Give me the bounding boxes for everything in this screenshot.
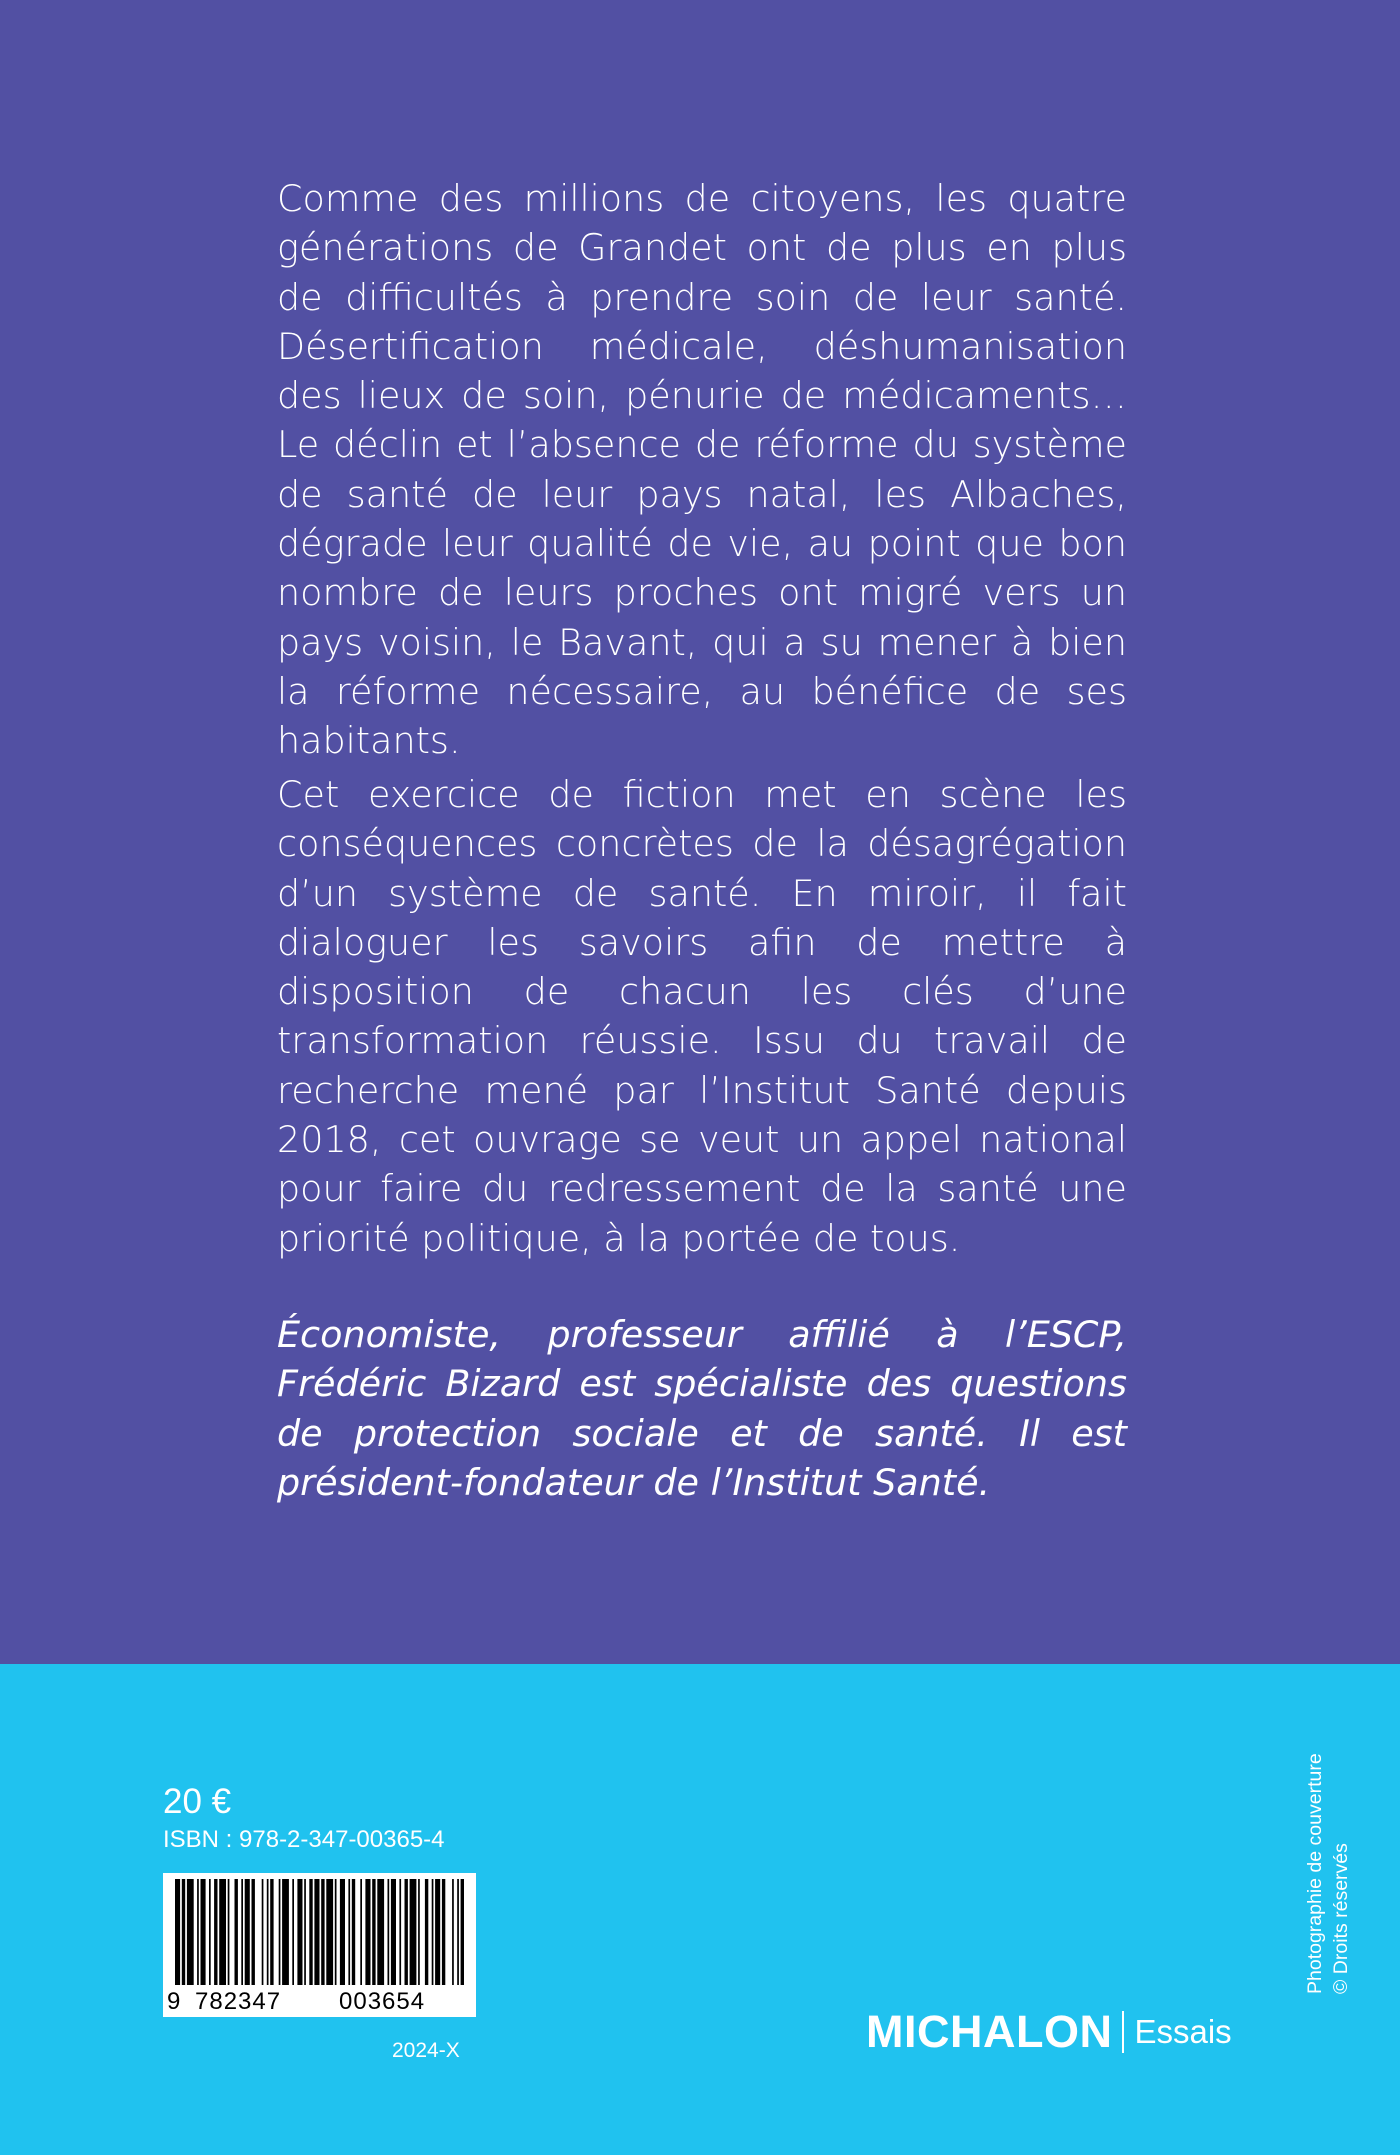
back-cover-footer-band (0, 1664, 1400, 2155)
barcode-bar (292, 1879, 294, 1985)
barcode-bars (163, 1873, 476, 1991)
barcode-bar (388, 1879, 390, 1985)
barcode-bar (235, 1879, 238, 1985)
barcode-bar (348, 1879, 350, 1985)
barcode-bar (282, 1879, 289, 1985)
barcode-digit-prefix: 9 (167, 1988, 182, 2015)
barcode-bar (209, 1879, 211, 1985)
barcode-bar (304, 1879, 306, 1985)
photo-credit-line-2: © Droits réservés (1330, 1843, 1352, 1994)
barcode-bar (187, 1879, 194, 1985)
barcode-bar (461, 1879, 464, 1985)
barcode-bar (219, 1879, 226, 1985)
barcode-bar (377, 1879, 384, 1985)
photo-credit-line-1: Photographie de couverture (1304, 1753, 1326, 1994)
barcode-bar (321, 1879, 324, 1985)
barcode-bar (352, 1879, 355, 1985)
barcode-bar (297, 1879, 302, 1985)
publisher-logo (866, 2005, 1232, 2059)
barcode-bar (399, 1879, 401, 1985)
logo-divider (1122, 2011, 1124, 2053)
barcode-bar (314, 1879, 319, 1985)
barcode-digits-right: 003654 (339, 1988, 426, 2015)
barcode-bar (432, 1879, 434, 1985)
barcode-digits-left: 782347 (195, 1988, 282, 2015)
barcode-bar (391, 1879, 396, 1985)
barcode-bar (182, 1879, 185, 1985)
photo-credit (1302, 1694, 1350, 1994)
barcode-bar (425, 1879, 428, 1985)
barcode-bar (201, 1879, 206, 1985)
barcode-bar (252, 1879, 255, 1985)
collection-name: Essais (1134, 2013, 1232, 2050)
isbn-label: ISBN : 978-2-347-00365-4 (163, 1826, 445, 1853)
synopsis-paragraph-1: Comme des millions de citoyens, les quatre générations de Grandet ont de plus en plus de difficultés à prendre soin de leur santé. Désertification médicale, déshumanisation des lieux de soin, pénurie de médicaments… Le déclin et l’absence de réforme du système de santé de leur pays natal, les Albaches, dégrade leur qualité de vie, au point que bon nombre de leurs proches ont migré vers un pays voisin, le Bavant, qui a su mener à bien la réforme nécessaire, au bénéfice de ses habitants. (277, 177, 1127, 763)
barcode-bar (214, 1879, 217, 1985)
edition-code: 2024-X (392, 2039, 460, 2062)
barcode-bar (262, 1879, 264, 1985)
barcode-bar (267, 1879, 269, 1985)
barcode-bar (270, 1879, 273, 1985)
barcode-bar (175, 1879, 180, 1985)
barcode-bar (335, 1879, 337, 1985)
barcode-bar (197, 1879, 199, 1985)
barcode-bar (442, 1879, 445, 1985)
barcode-bar (365, 1879, 370, 1985)
barcode-bar (228, 1879, 230, 1985)
barcode-bar (309, 1879, 312, 1985)
barcode-bar (360, 1879, 362, 1985)
barcode-bar (326, 1879, 333, 1985)
barcode-bar (279, 1879, 281, 1985)
barcode-bar (457, 1879, 459, 1985)
barcode-bar (452, 1879, 454, 1985)
barcode-bar (372, 1879, 375, 1985)
barcode-bar (340, 1879, 345, 1985)
barcode-bar (241, 1879, 243, 1985)
author-bio: Économiste, professeur affilié à l’ESCP, Frédéric Bizard est spécialiste des questions de protection sociale et de santé. Il est président-fondateur de l’Institut Santé. (277, 1313, 1127, 1504)
price-label: 20 € (163, 1782, 232, 1821)
barcode-bar (405, 1879, 408, 1985)
barcode-bar (418, 1879, 420, 1985)
synopsis-paragraph-2: Cet exercice de fiction met en scène les conséquences concrètes de la désagrégation d’un système de santé. En miroir, il fait dialoguer les savoirs afin de mettre à disposition de chacun les clés d’une transformation réussie. Issu du travail de recherche mené par l’Institut Santé depuis 2018, cet ouvrage se veut un appel national pour faire du redressement de la santé une priorité politique, à la portée de tous. (277, 773, 1127, 1260)
barcode (163, 1873, 476, 2017)
barcode-bar (435, 1879, 440, 1985)
publisher-name: MICHALON (866, 2006, 1113, 2057)
barcode-bar (410, 1879, 417, 1985)
barcode-bar (245, 1879, 250, 1985)
